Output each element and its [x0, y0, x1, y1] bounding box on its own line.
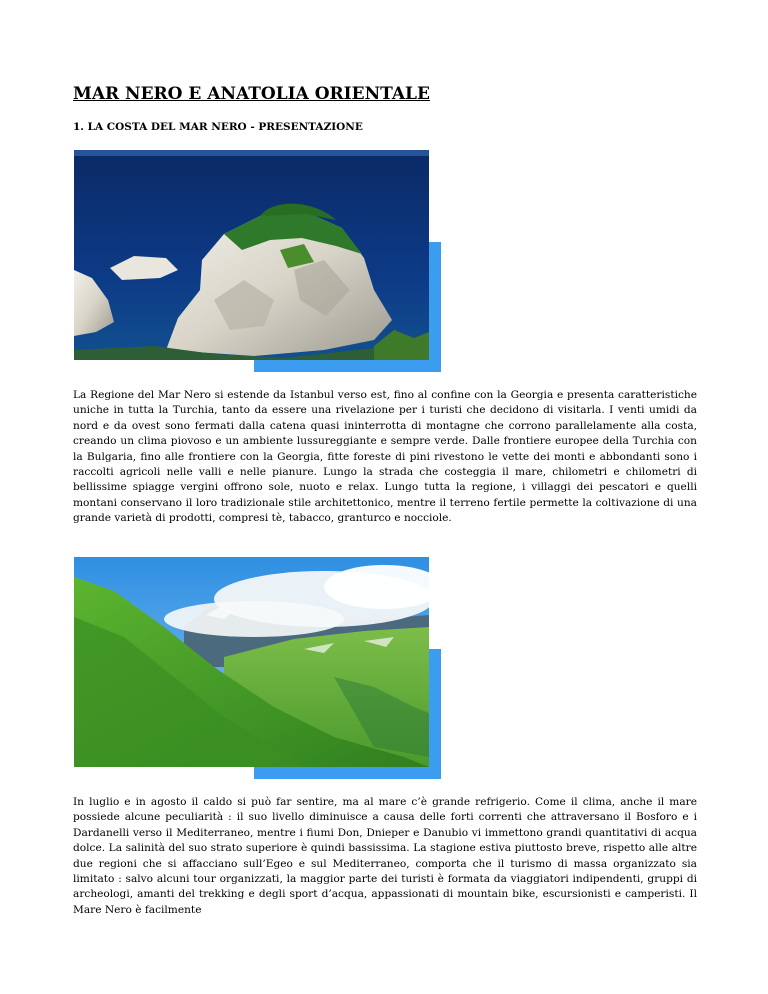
- green-mountains-image: [74, 557, 429, 767]
- figure-coast-photo: [74, 150, 441, 372]
- coast-rock-image: [74, 150, 429, 360]
- paragraph-2: In luglio e in agosto il caldo si può far sentire, ma al mare c’è grande refrigerio. Come il clima, anche il mare possiede alcune peculiarità : il suo livello diminuisce a causa delle forti correnti che attraversano il Bosforo e i Dardanelli verso il Mediterraneo, mentre i fiumi Don, Dnieper e Danubio vi immettono grandi quantitativi di acqua dolce. La salinità del suo strato superiore è quindi bassissima. La stagione estiva piuttosto breve, rispetto alle altre due regioni che si affacciano sull’Egeo e sul Mediterraneo, comporta che il turismo di massa organizzato sia limitato : salvo alcuni tour organizzati, la maggior parte dei turisti è formata da viaggiatori indipendenti, gruppi di archeologi, amanti del trekking e degli sport d’acqua, appassionati di mountain bike, escursionisti e camperisti. Il Mare Nero è facilmente: [73, 796, 697, 916]
- paragraph-1: La Regione del Mar Nero si estende da Istanbul verso est, fino al confine con la Georgia e presenta caratteristiche uniche in tutta la Turchia, tanto da essere una rivelazione per i turisti che decidono di visitarla. I venti umidi da nord e da ovest sono fermati dalla catena quasi ininterrotta di montagne che corrono parallelamente alla costa, creando un clima piovoso e un ambiente lussureggiante e sempre verde. Dalle frontiere europee della Turchia con la Bulgaria, fino alle frontiere con la Georgia, fitte foreste di pini rivestono le vette dei monti e abbondanti sono i raccolti agricoli nelle valli e nelle pianure. Lungo la strada che costeggia il mare, chilometri e chilometri di bellissime spiagge vergini offrono sole, nuoto e relax. Lungo tutta la regione, i villaggi dei pescatori e quelli montani conservano il loro tradizionale stile architettonico, mentre il terreno fertile permette la coltivazione di una grande varietà di prodotti, compresi tè, tabacco, granturco e nocciole.: [73, 389, 697, 525]
- document-title: MAR NERO E ANATOLIA ORIENTALE: [73, 84, 430, 104]
- blue-accent-bar-bottom: [254, 767, 441, 779]
- blue-accent-bar: [429, 242, 441, 372]
- blue-accent-bar-bottom: [254, 360, 441, 372]
- figure-mountain-photo: [74, 557, 441, 779]
- blue-accent-bar: [429, 649, 441, 779]
- section-heading: 1. LA COSTA DEL MAR NERO - PRESENTAZIONE: [73, 121, 363, 133]
